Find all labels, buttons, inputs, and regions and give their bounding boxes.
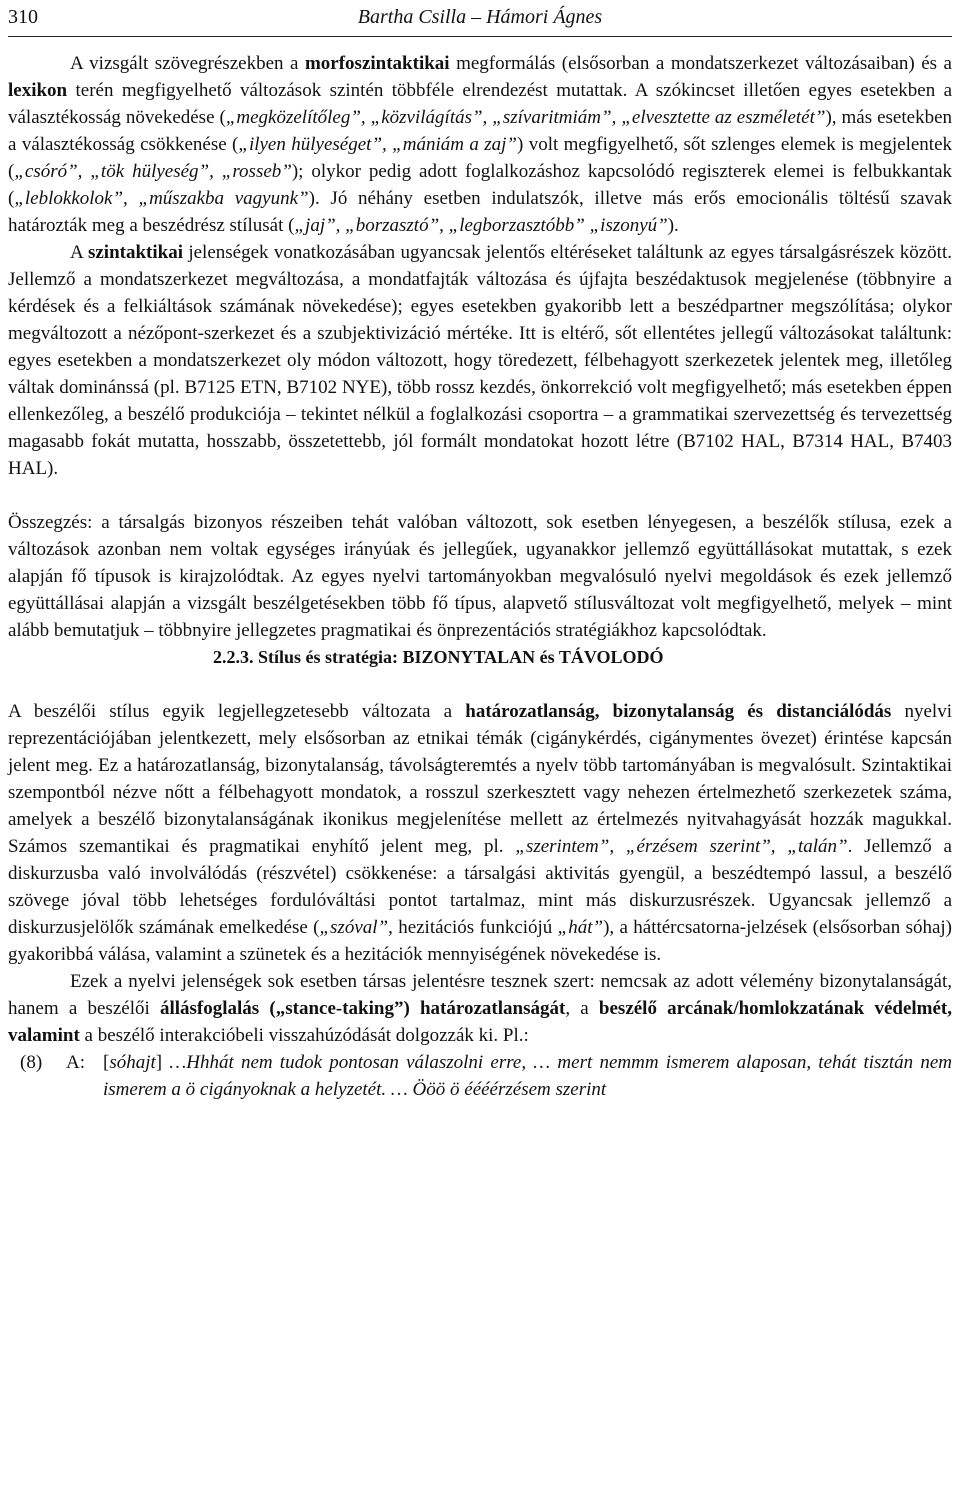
paragraph-summary: Összegzés: a társalgás bizonyos részeiben tehát valóban változott, sok esetben lényegesen, a beszélők stílusa, ezek a változások azonban nem voltak egységes irányúak és jellegűek, ugyanakkor jellemző együttállásokat mutattak, s ezek alapján fő típusok is kirajzolódtak. Az egyes nyelvi tartományokban megvalósuló nyelvi megoldások és ezek jellemző együttállásai alapján a vizsgált beszélgetésekben több fő típus, alapvető stílusváltozat volt megfigyelhető, melyek – mint alább bemutatjuk – többnyire jellegzetes pragmatikai és önprezentációs stratégiákhoz kapcsolódtak. [8,512,952,641]
paragraph-social-meaning: Ezek a nyelvi jelenségek sok esetben társas jelentésre tesznek szert: nemcsak az adott vélemény bizonytalanságát, hanem a beszélői állásfoglalás („stance-taking”) határozatlanságát, a beszélő arcának/homlokzatának védelmét, valamint a beszélő interakcióbeli visszahúzódását dolgozzák ki. Pl.: [8,971,952,1046]
page-number: 310 [8,6,38,28]
example-text: [sóhajt] …Hhhát nem tudok pontosan válaszolni erre, … mert nemmm ismerem alaposan, tehát tisztán nem ismerem a ö cigányoknak a helyzetét. … Ööö ö éééérzésem szerint [103,1052,952,1100]
document-body [8,50,952,1103]
example-speaker: A: [66,1052,85,1073]
running-header [8,0,952,37]
section-heading: 2.2.3. Stílus és stratégia: BIZONYTALAN és TÁVOLODÓ [213,647,664,667]
paragraph-syntax: A szintaktikai jelenségek vonatkozásában ugyancsak jelentős eltéréseket találtunk az egyes társalgásrészek között. Jellemző a mondatszerkezet megváltozása, a mondatfajták változása és újfajta beszédaktusok megjelenése (többnyire a kérdések és a felkiáltások számának növekedése); egyes esetekben gyakoribb lett a beszédpartner megszólítása; olykor megváltozott a nézőpont-szerkezet és a szubjektivizáció mértéke. Itt is eltérő, sőt ellentétes jellegű változásokat találtunk: egyes esetekben a mondatszerkezet oly módon változott, hogy töredezett, félbehagyott szerkezetek jelentek meg, illetőleg váltak dominánssá (pl. B7125 ETN, B7102 NYE), több rossz kezdés, önkorrekció volt megfigyelhető; más esetekben éppen ellenkezőleg, a beszélő produkciója – tekintet nélkül a foglalkozási csoportra – a grammatikai szervezettség és tervezettség magasabb fokát mutatta, hosszabb, összetettebb, jól formált mondatokat hozott létre (B7102 HAL, B7314 HAL, B7403 HAL). [8,242,952,479]
running-title: Bartha Csilla – Hámori Ágnes [357,6,603,28]
paragraph-morphosyntax: A vizsgált szövegrészekben a morfoszintaktikai megformálás (elsősorban a mondatszerkezet változásaiban) és a lexikon terén megfigyelhető változások szintén többféle elrendezést mutattak. A szókincset illetően egyes esetekben a választékosság növekedése („megközelítőleg”, „közvilágítás”, „szívaritmiám”, „elvesztette az eszméletét”), más esetekben a választékosság csökkenése („ilyen hülyeséget”, „mániám a zaj”) volt megfigyelhető, sőt szlenges elemek is megjelentek („csóró”, „tök hülyeség”, „rosseb”); olykor pedig adott foglalkozáshoz kapcsolódó regiszterek elemei is felbukkantak („leblokkolok”, „műszakba vagyunk”). Jó néhány esetben indulatszók, illetve más erős emocionális töltésű szavak határozták meg a beszédrész stílusát („jaj”, „borzasztó”, „legborzasztóbb” „iszonyú”). [8,53,953,236]
example-number: (8) [20,1052,43,1073]
example-8 [8,1049,952,1103]
paragraph-uncertain-style: A beszélői stílus egyik legjellegzetesebb változata a határozatlanság, bizonytalanság és distanciálódás nyelvi reprezentációjában jelentkezett, mely elsősorban az etnikai témák (cigánykérdés, cigánymentes övezet) érintése kapcsán jelent meg. Ez a határozatlanság, bizonytalanság, távolságteremtés a nyelv több tartományában is megvalósult. Szintaktikai szempontból nézve nőtt a félbehagyott mondatok, a rosszul szerkesztett vagy nehezen értelmezhető szerkezetek száma, amelyek a beszélő bizonytalanságának ikonikus megjelenítése mellett az értelmezés nyitvahagyását hozzák magukkal. Számos szemantikai és pragmatikai enyhítő jelent meg, pl. „szerintem”, „érzésem szerint”, „talán”. Jellemző a diskurzusba való involválódás (részvétel) csökkenése: a társalgási aktivitás gyengül, a beszédtempó lassul, a beszélő szövege jóval több lehetséges fordulóváltási pontot tartalmaz, mint más diskurzusrészek. Ugyancsak jellemző a diskurzusjelölők számának emelkedése („szóval”, hezitációs funkciójú „hát”), a háttércsatorna-jelzések (elsősorban sóhaj) gyakoribbá válása, valamint a szünetek és a hezitációk mennyiségének növekedése is. [8,701,953,965]
